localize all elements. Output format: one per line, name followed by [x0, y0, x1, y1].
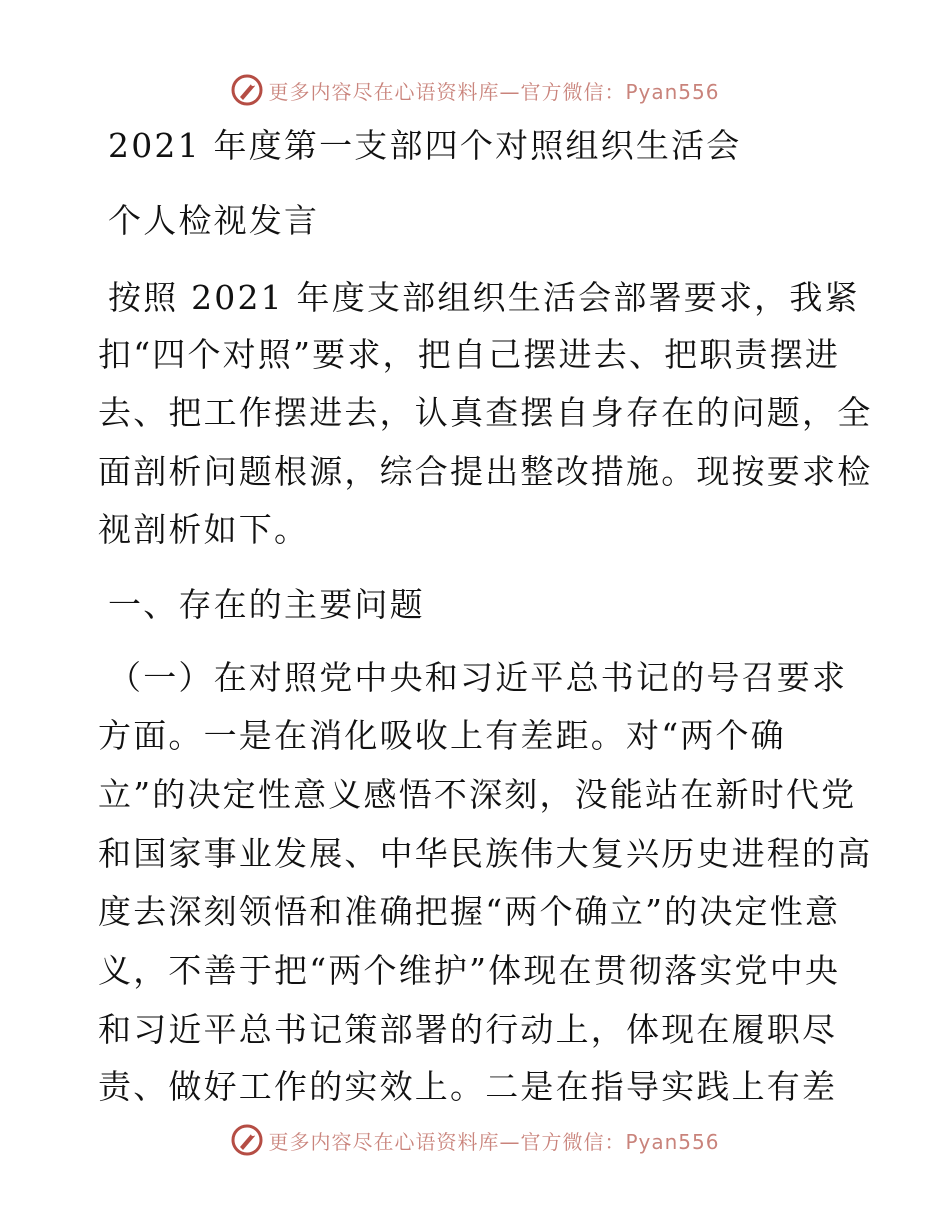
section-body-line: 责、做好工作的实效上。二是在指导实践上有差 [98, 1067, 838, 1106]
watermark-text: 更多内容尽在心语资料库—官方微信：Pyan556 [268, 79, 720, 104]
footer-watermark [0, 1120, 950, 1160]
section-body-line: 立”的决定性意义感悟不深刻，没能站在新时代党 [98, 775, 857, 814]
section-body-line: 和国家事业发展、中华民族伟大复兴历史进程的高 [98, 834, 873, 873]
section-body-line: 度去深刻领悟和准确把握“两个确立”的决定性意 [98, 892, 841, 931]
intro-paragraph-line: 面剖析问题根源，综合提出整改措施。现按要求检 [98, 452, 873, 491]
header-watermark [0, 70, 950, 110]
pen-nib-circle-icon [230, 73, 264, 107]
section-body-line: 方面。一是在消化吸收上有差距。对“两个确 [98, 716, 786, 755]
intro-paragraph-line: 按照 2021 年度支部组织生活会部署要求，我紧 [108, 278, 860, 317]
intro-paragraph-line: 去、把工作摆进去，认真查摆自身存在的问题，全 [98, 393, 873, 432]
section-body-line: （一）在对照党中央和习近平总书记的号召要求 [108, 658, 848, 697]
document-title-line-2: 个人检视发言 [108, 201, 320, 240]
pen-nib-circle-icon [230, 1123, 264, 1157]
section-heading: 一、存在的主要问题 [108, 585, 425, 624]
section-body-line: 和习近平总书记策部署的行动上，体现在履职尽 [98, 1010, 838, 1049]
intro-paragraph-line: 视剖析如下。 [98, 510, 310, 549]
watermark-text: 更多内容尽在心语资料库—官方微信：Pyan556 [268, 1129, 720, 1154]
document-title-line-1: 2021 年度第一支部四个对照组织生活会 [108, 126, 742, 165]
intro-paragraph-line: 扣“四个对照”要求，把自己摆进去、把职责摆进 [98, 335, 841, 374]
section-body-line: 义，不善于把“两个维护”体现在贯彻落实党中央 [98, 951, 841, 990]
